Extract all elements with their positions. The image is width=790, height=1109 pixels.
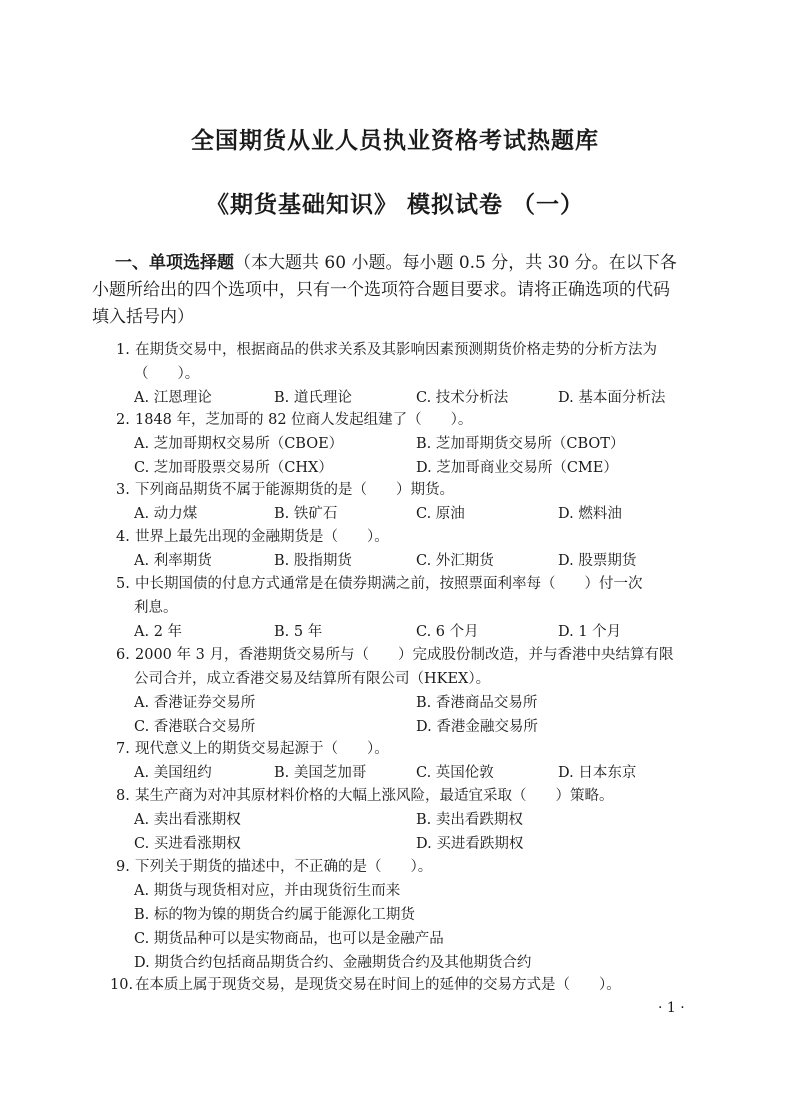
question-text: 1848 年，芝加哥的 82 位商人发起组建了（ ）。 [135, 412, 473, 428]
question-4 [92, 525, 717, 573]
option-c: C. 芝加哥股票交易所（CHX） [134, 460, 333, 476]
option-d: D. 1 个月 [558, 624, 622, 640]
option-a: A. 香港证券交易所 [134, 695, 256, 711]
option-c: C. 6 个月 [416, 624, 479, 640]
option-d: D. 股票期货 [558, 553, 637, 569]
question-number: 8. [116, 788, 130, 804]
option-a: A. 江恩理论 [134, 390, 212, 406]
option-d: D. 芝加哥商业交易所（CME） [416, 460, 618, 476]
page-number: · 1 · [658, 1000, 685, 1016]
option-c: C. 外汇期货 [416, 553, 494, 569]
question-text-cont: （ ）。 [134, 366, 200, 382]
question-2 [92, 408, 717, 480]
option-c: C. 买进看涨期权 [134, 836, 241, 852]
question-text: 世界上最先出现的金融期货是（ ）。 [135, 529, 389, 545]
question-text: 2000 年 3 月，香港期货交易所与（ ）完成股份制改造，并与香港中央结算有限 [135, 647, 674, 663]
option-b: B. 香港商品交易所 [416, 695, 538, 711]
option-a: A. 2 年 [134, 624, 183, 640]
option-b: B. 道氏理论 [274, 390, 352, 406]
question-text: 在期货交易中，根据商品的供求关系及其影响因素预测期货价格走势的分析方法为 [135, 342, 657, 358]
question-3 [92, 478, 717, 526]
option-b: B. 标的物为镍的期货合约属于能源化工期货 [134, 907, 415, 923]
question-text: 中长期国债的付息方式通常是在债券期满之前，按照票面利率每（ ）付一次 [135, 576, 643, 592]
question-1 [92, 338, 717, 410]
question-text-cont: 利息。 [134, 600, 178, 616]
option-a: A. 利率期货 [134, 553, 212, 569]
question-number: 9. [116, 859, 130, 875]
question-7 [92, 737, 717, 785]
question-number: 6. [116, 647, 130, 663]
option-c: C. 香港联合交易所 [134, 719, 256, 735]
question-number: 7. [116, 741, 130, 757]
option-a: A. 芝加哥期权交易所（CBOE） [134, 436, 344, 452]
document-title: 全国期货从业人员执业资格考试热题库 [191, 128, 599, 154]
option-a: A. 美国纽约 [134, 765, 212, 781]
option-b: B. 芝加哥期货交易所（CBOT） [416, 436, 625, 452]
exam-subtitle: 《期货基础知识》 模拟试卷 （一） [205, 192, 584, 218]
section-desc-line3: 填入括号内） [92, 307, 194, 327]
question-number: 3. [116, 482, 130, 498]
question-text: 下列商品期货不属于能源期货的是（ ）期货。 [135, 482, 454, 498]
option-d: D. 香港金融交易所 [416, 719, 538, 735]
option-d: D. 日本东京 [558, 765, 637, 781]
question-text-cont: 公司合并，成立香港交易及结算所有限公司（HKEX）。 [134, 671, 491, 687]
option-c: C. 原油 [416, 506, 465, 522]
question-8 [92, 784, 717, 856]
question-number: 10. [110, 977, 134, 993]
option-d: D. 燃料油 [558, 506, 622, 522]
question-number: 2. [116, 412, 130, 428]
section-instructions [92, 250, 712, 331]
option-d: D. 期货合约包括商品期货合约、金融期货合约及其他期货合约 [134, 955, 532, 971]
option-d: D. 买进看跌期权 [416, 836, 524, 852]
option-b: B. 美国芝加哥 [274, 765, 367, 781]
option-d: D. 基本面分析法 [558, 390, 666, 406]
section-heading: 一、单项选择题 [115, 253, 234, 273]
question-text: 现代意义上的期货交易起源于（ ）。 [135, 741, 389, 757]
option-c: C. 英国伦敦 [416, 765, 494, 781]
option-c: C. 期货品种可以是实物商品，也可以是金融产品 [134, 931, 444, 947]
question-number: 4. [116, 529, 130, 545]
question-text: 在本质上属于现货交易，是现货交易在时间上的延伸的交易方式是（ ）。 [135, 977, 621, 993]
option-b: B. 铁矿石 [274, 506, 338, 522]
option-b: B. 5 年 [274, 624, 323, 640]
question-5 [92, 572, 717, 644]
option-a: A. 动力煤 [134, 506, 198, 522]
question-6 [92, 643, 717, 739]
option-c: C. 技术分析法 [416, 390, 509, 406]
question-text: 下列关于期货的描述中，不正确的是（ ）。 [135, 859, 433, 875]
question-text: 某生产商为对冲其原材料价格的大幅上涨风险，最适宜采取（ ）策略。 [135, 788, 614, 804]
question-number: 5. [116, 576, 130, 592]
question-10 [92, 973, 717, 997]
question-9 [92, 855, 717, 975]
option-b: B. 卖出看跌期权 [416, 812, 523, 828]
section-desc-line2: 小题所给出的四个选项中，只有一个选项符合题目要求。请将正确选项的代码 [92, 280, 670, 300]
option-a: A. 期货与现货相对应，并由现货衍生而来 [134, 883, 401, 899]
option-a: A. 卖出看涨期权 [134, 812, 241, 828]
question-number: 1. [116, 342, 130, 358]
section-desc-line1: （本大题共 60 小题。每小题 0.5 分，共 30 分。在以下各 [234, 253, 677, 273]
option-b: B. 股指期货 [274, 553, 352, 569]
